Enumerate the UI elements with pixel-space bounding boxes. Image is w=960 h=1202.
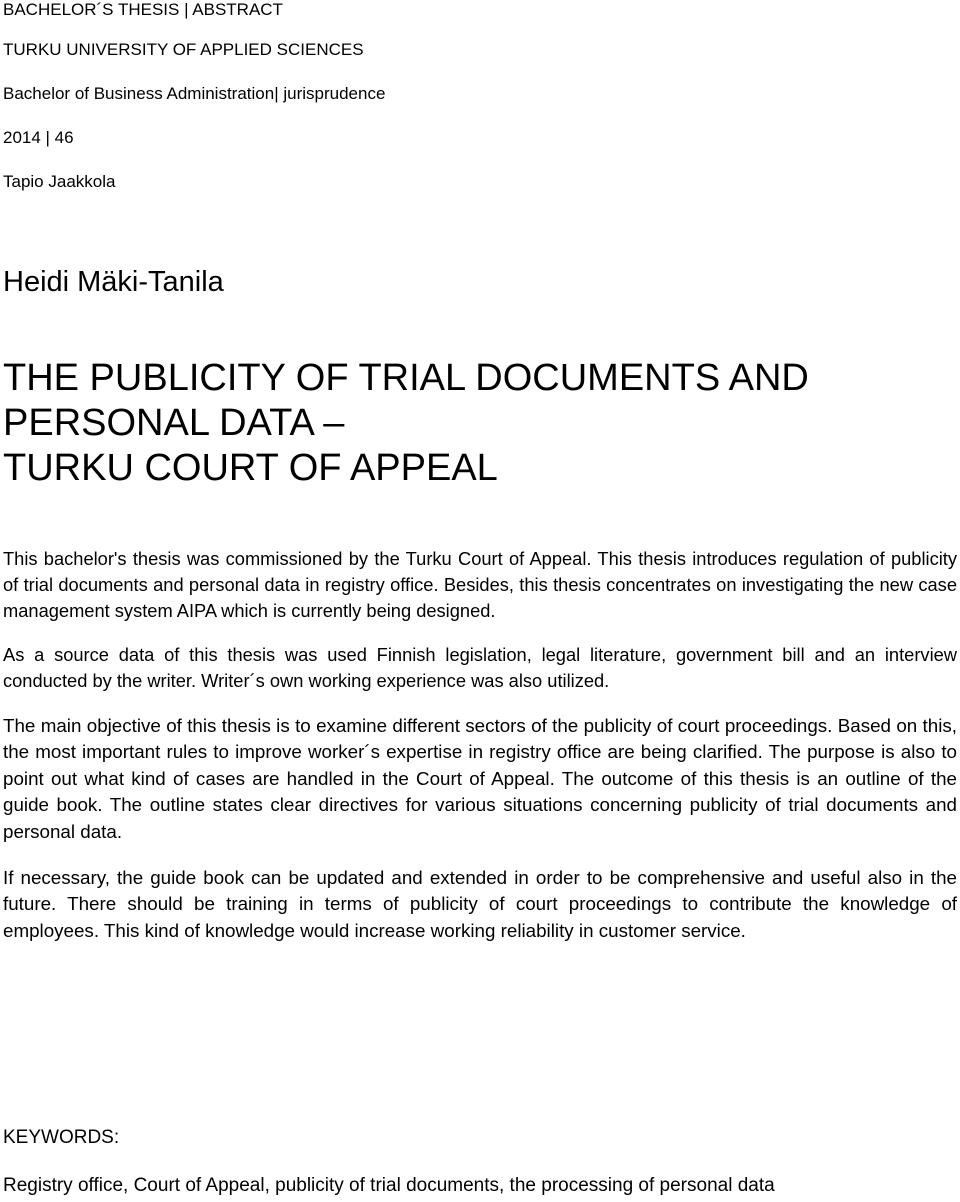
- author-name: Heidi Mäki-Tanila: [3, 266, 224, 298]
- title-line-2: PERSONAL DATA –: [3, 402, 345, 444]
- title-line-1: THE PUBLICITY OF TRIAL DOCUMENTS AND: [3, 357, 809, 399]
- keywords-list: Registry office, Court of Appeal, publicity of trial documents, the processing of personal data: [3, 1175, 775, 1196]
- abstract-paragraph-4: If necessary, the guide book can be updated and extended in order to be comprehensive and useful also in the future. There should be training in terms of publicity of court proceedings to contribute the knowledge of employees. This kind of knowledge would increase working reliability in customer service.: [3, 867, 957, 941]
- thesis-title: [3, 356, 809, 491]
- abstract-body: [3, 546, 957, 944]
- keywords-label: KEYWORDS:: [3, 1127, 120, 1148]
- year-pages-line: 2014 | 46: [3, 128, 74, 147]
- abstract-paragraph-2: As a source data of this thesis was used Finnish legislation, legal literature, government bill and an interview conducted by the writer. Writer´s own working experience was also utilized.: [3, 644, 957, 691]
- abstract-paragraph-3: The main objective of this thesis is to examine different sectors of the publicity of court proceedings. Based on this, the most important rules to improve worker´s expertise in registry office are being clarified. The purpose is also to point out what kind of cases are handled in the Court of Appeal. The outcome of this thesis is an outline of the guide book. The outline states clear directives for various situations concerning publicity of trial documents and personal data.: [3, 715, 957, 842]
- abstract-paragraph-1: This bachelor's thesis was commissioned by the Turku Court of Appeal. This thesis introduces regulation of publicity of trial documents and personal data in registry office. Besides, this thesis concentrates on investigating the new case management system AIPA which is currently being designed.: [3, 548, 957, 621]
- document-type-line: BACHELOR´S THESIS | ABSTRACT: [3, 0, 283, 19]
- supervisor-line: Tapio Jaakkola: [3, 172, 116, 191]
- degree-line: Bachelor of Business Administration| jurisprudence: [3, 84, 386, 103]
- institution-line: TURKU UNIVERSITY OF APPLIED SCIENCES: [3, 40, 364, 59]
- title-line-3: TURKU COURT OF APPEAL: [3, 447, 498, 489]
